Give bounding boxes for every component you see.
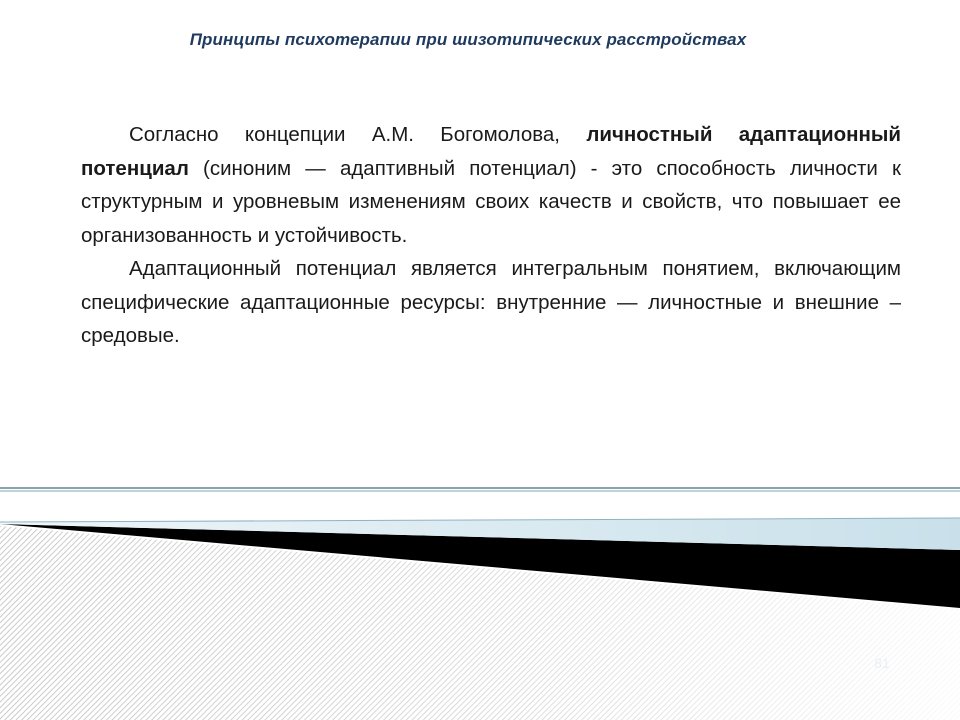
paragraph-1-intro: Согласно концепции А.М. Богомолова, xyxy=(129,123,587,146)
paragraph-2: Адаптационный потенциал является интегральным понятием, включающим специфические адаптационные ресурсы: внутренние — личностные и внешние – средовые. xyxy=(81,257,901,347)
page-number: 81 xyxy=(874,655,890,671)
paragraph-1-term: личностный адаптационный потенциал xyxy=(81,123,901,180)
paragraph-1-rest: (синоним — адаптивный потенциал) - это способность личности к структурным и уровневым изменениям своих качеств и свойств, что повышает ее организованность и устойчивость. xyxy=(81,156,901,247)
slide-title: Принципы психотерапии при шизотипических расстройствах xyxy=(189,30,747,49)
divider-lines xyxy=(0,488,960,491)
